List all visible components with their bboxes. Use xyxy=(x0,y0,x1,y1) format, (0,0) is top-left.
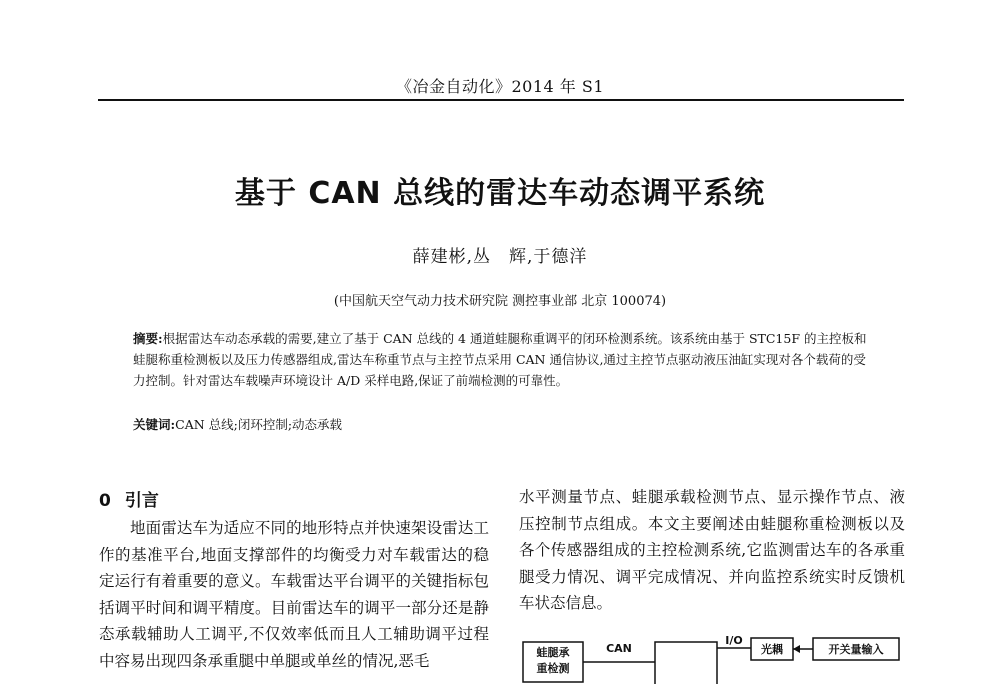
abstract-label: 摘要: xyxy=(133,331,163,346)
section-heading xyxy=(99,486,159,511)
keywords xyxy=(133,414,871,435)
switch-arrow-icon xyxy=(793,645,800,653)
main-control-box xyxy=(655,642,717,684)
body-right-column: 水平测量节点、蛙腿承载检测节点、显示操作节点、液压控制节点组成。本文主要阐述由蛙腿称重检测板以及各个传感器组成的主控检测系统,它监测雷达车的各承重腿受力情况、调平完成情况、并向监控系统实时反馈机车状态信息。 xyxy=(519,488,905,612)
section-number: 0 xyxy=(99,491,111,511)
switch-input-label: 开关量输入 xyxy=(828,643,884,656)
header-rule xyxy=(98,99,904,101)
frog-leg-detect-label-2: 重检测 xyxy=(536,662,570,675)
can-label: CAN xyxy=(606,642,632,655)
frog-leg-detect-label-1: 蛙腿承 xyxy=(536,646,570,659)
system-block-diagram xyxy=(519,632,919,684)
section-title: 引言 xyxy=(124,491,159,511)
keywords-label: 关键词: xyxy=(133,417,176,432)
affiliation: (中国航天空气动力技术研究院 测控事业部 北京 100074) xyxy=(333,294,667,309)
optocoupler-label: 光耦 xyxy=(761,643,783,656)
authors: 薛建彬,丛 辉,于德洋 xyxy=(412,247,588,267)
journal-header: 《冶金自动化》2014 年 S1 xyxy=(395,77,605,96)
body-left-column: 地面雷达车为适应不同的地形特点并快速架设雷达工作的基准平台,地面支撑部件的均衡受力对车载雷达的稳定运行有着重要的意义。车载雷达平台调平的关键指标包括调平时间和调平精度。目前雷达车的调平一部分还是静态承载辅助人工调平,不仅效率低而且人工辅助调平过程中容易出现四条承重腿中单腿或单丝的情况,恶毛 xyxy=(99,519,489,670)
abstract-text: 根据雷达车动态承载的需要,建立了基于 CAN 总线的 4 通道蛙腿称重调平的闭环检测系统。该系统由基于 STC15F 的主控板和蛙腿称重检测板以及压力传感器组成,雷达车称重节点与主控节点采用 CAN 通信协议,通过主控节点驱动液压油缸实现对各个载荷的受力控制。针对雷达车载噪声环境设计 A/D 采样电路,保证了前端检测的可靠性。 xyxy=(133,331,867,388)
abstract xyxy=(133,328,871,391)
paper-title: 基于 CAN 总线的雷达车动态调平系统 xyxy=(234,176,766,211)
io-label: I/O xyxy=(725,634,743,647)
keywords-text: CAN 总线;闭环控制;动态承载 xyxy=(175,417,343,432)
